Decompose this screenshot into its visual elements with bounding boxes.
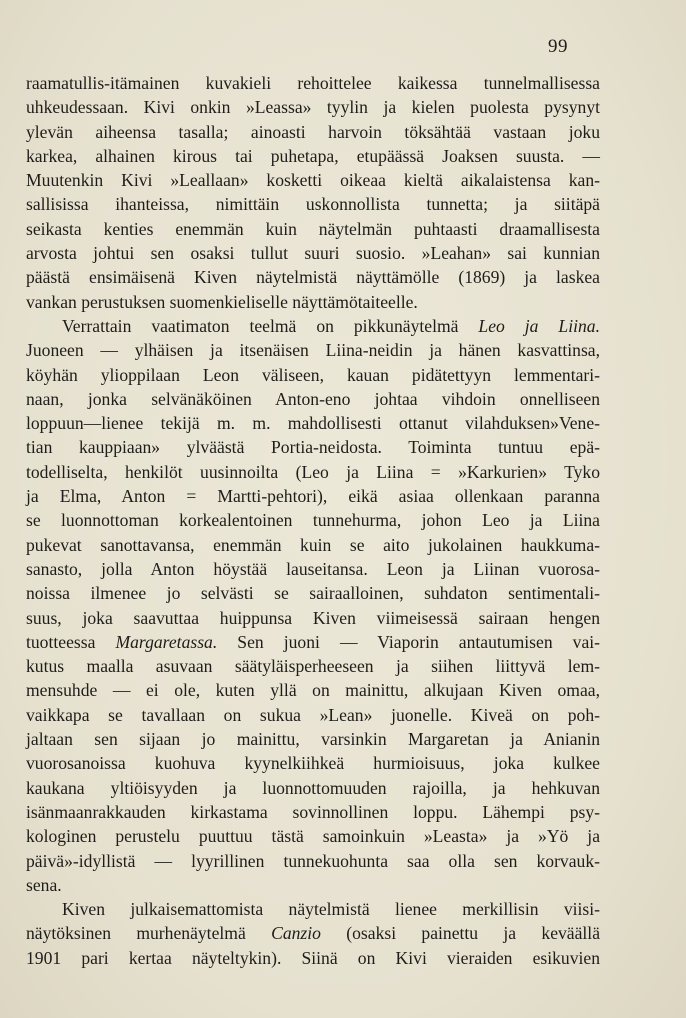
- text-line: vankan perustuksen suomenkieliselle näyttämötaiteelle.: [26, 291, 418, 312]
- text-line: päivä»-idyllistä — lyyrillinen tunnekuohunta saa olla sen korvauk-: [26, 850, 600, 871]
- text-line: Kiven julkaisemattomista näytelmistä lienee merkillisin viisi-: [62, 899, 600, 920]
- text-line: naan, jonka selvänäköinen Anton-eno johtaa vihdoin onnelliseen: [26, 388, 600, 409]
- text-line: mensuhde — ei ole, kuten yllä on mainittu, alkujaan Kiven omaa,: [26, 680, 600, 701]
- text-span: Verrattain vaatimaton teelmä on pikkunäytelmä: [62, 315, 479, 336]
- text-span: (osaksi painettu ja keväällä: [320, 923, 601, 944]
- text-line: Juoneen — ylhäisen ja itsenäisen Liina-neidin ja hänen kasvattinsa,: [26, 340, 600, 361]
- text-line: suus, joka saavuttaa huippunsa Kiven viimeisessä sairaan hengen: [26, 607, 600, 628]
- text-line: köyhän ylioppilaan Leon väliseen, kauan pidätettyyn lemmentari-: [26, 364, 600, 385]
- play-title-leo-ja-liina: Leo ja Liina.: [478, 315, 600, 336]
- play-title-canzio: Canzio: [271, 923, 321, 944]
- text-line: ja Elma, Anton = Martti-pehtori), eikä asiaa ollenkaan paranna: [26, 486, 600, 507]
- text-line: ylevän aiheensa tasalla; ainoasti harvoin töksähtää vastaan joku: [26, 121, 600, 142]
- page-number: 99: [548, 36, 568, 57]
- text-line: 1901 pari kertaa näyteltykin). Siinä on Kivi vieraiden esikuvien: [26, 947, 600, 968]
- text-line: kutus maalla asuvaan säätyläisperheeseen ja siihen liittyvä lem-: [26, 656, 600, 677]
- text-line: vaikkapa se tavallaan on sukua »Lean» juonelle. Kiveä on poh-: [26, 704, 600, 725]
- text-line: noissa ilmenee jo selvästi se sairaalloinen, suhdaton sentimentali-: [26, 583, 600, 604]
- text-span: Sen juoni — Viaporin antautumisen vai-: [217, 631, 601, 652]
- text-line: [26, 630, 600, 654]
- text-span: näytöksinen murhenäytelmä: [26, 923, 272, 944]
- text-line: [26, 921, 600, 945]
- text-line: sanasto, jolla Anton höystää lauseitansa. Leon ja Liinan vuorosa-: [26, 558, 600, 579]
- text-line: kologinen perustelu puuttuu tästä samoinkuin »Leasta» ja »Yö ja: [26, 826, 600, 847]
- text-line: kaukana yltiöisyyden ja luonnottomuuden rajoilla, ja hehkuvan: [26, 777, 600, 798]
- text-line: vuorosanoissa kuohuva kyynelkiihkeä hurmioisuus, joka kulkee: [26, 753, 600, 774]
- text-line: raamatullis-itämainen kuvakieli rehoittelee kaikessa tunnelmallisessa: [26, 73, 600, 93]
- play-title-margaretassa: Margaretassa.: [115, 631, 218, 652]
- text-line: päästä ensimäisenä Kiven näytelmistä näyttämölle (1869) ja laskea: [26, 267, 600, 288]
- text-line: Muutenkin Kivi »Leallaan» kosketti oikeaa kieltä aikalaistensa kan-: [26, 170, 600, 191]
- text-line: sallisissa ihanteissa, nimittäin uskonnollista tunnetta; ja siitäpä: [26, 194, 600, 215]
- text-line: karkea, alhainen kirous tai puhetapa, etupäässä Joaksen suusta. —: [26, 145, 600, 166]
- text-line: se luonnottoman korkealentoinen tunnehurma, johon Leo ja Liina: [26, 510, 600, 531]
- body-text: [26, 71, 600, 970]
- text-line: tian kauppiaan» ylväästä Portia-neidosta. Toiminta tuntuu epä-: [26, 437, 600, 458]
- text-line: pukevat sanottavansa, enemmän kuin se aito jukolainen haukkuma-: [26, 534, 600, 555]
- text-line: loppuun—lienee tekijä m. m. mahdollisesti ottanut vilahduksen»Vene-: [26, 413, 600, 434]
- text-line: jaltaan sen sijaan jo mainittu, varsinkin Margaretan ja Anianin: [26, 729, 600, 750]
- text-line: uhkeudessaan. Kivi onkin »Leassa» tyylin ja kielen puolesta pysynyt: [26, 97, 600, 118]
- text-line: [26, 314, 600, 338]
- text-line: todelliselta, henkilöt uusinnoilta (Leo ja Liina = »Karkurien» Tyko: [26, 461, 600, 482]
- text-line: arvosta johtui sen osaksi tullut suuri suosio. »Leahan» sai kunnian: [26, 243, 600, 264]
- text-line: sena.: [26, 874, 62, 895]
- text-line: isänmaanrakkauden kirkastama sovinnollinen loppu. Lähempi psy-: [26, 801, 600, 822]
- text-span: tuotteessa: [26, 631, 116, 652]
- text-line: seikasta kenties enemmän kuin näytelmän puhtaasti draamallisesta: [26, 218, 600, 239]
